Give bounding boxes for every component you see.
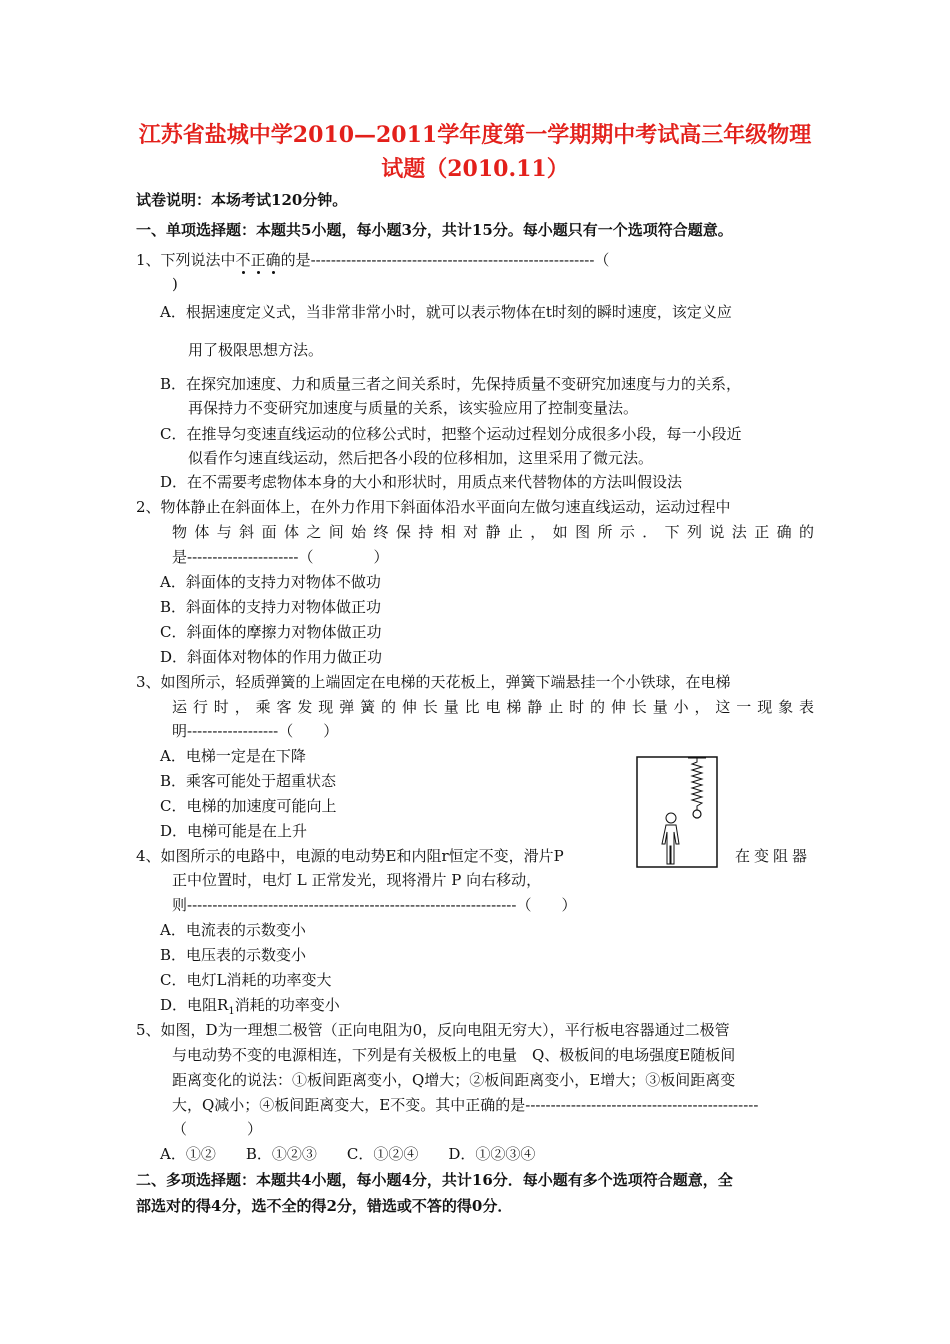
q2-option-d: D．斜面体对物体的作用力做正功 bbox=[160, 648, 383, 666]
exam-title-line-1: 江苏省盐城中学2010—2011学年度第一学期期中考试高三年级物理 bbox=[138, 122, 812, 148]
q4-option-a: A．电流表的示数变小 bbox=[160, 921, 306, 939]
q4-option-d-suffix: 消耗的功率变小 bbox=[234, 996, 340, 1014]
q3-option-a: A．电梯一定是在下降 bbox=[160, 747, 306, 765]
question-2-stem-cont: 物体与斜面体之间始终保持相对静止，如图所示．下列说法正确的 bbox=[172, 523, 814, 541]
question-3-stem-cont: 运行时，乘客发现弹簧的伸长量比电梯静止时的伸长量小，这一现象表 bbox=[172, 698, 814, 716]
section-2-heading: 二、多项选择题：本题共4小题，每小题4分，共计16分．每小题有多个选项符合题意，全 bbox=[136, 1171, 733, 1189]
q4-option-c: C．电灯L消耗的功率变大 bbox=[160, 971, 332, 989]
emphasis-mark: 不 bbox=[235, 251, 251, 269]
question-5-stem-end: （ ） bbox=[172, 1120, 263, 1138]
question-5-stem: 5、如图，D为一理想二极管（正向电阻为0，反向电阻无穷大），平行板电容器通过二极管 bbox=[136, 1021, 730, 1039]
q1-option-d: D．在不需要考虑物体本身的大小和形状时，用质点来代替物体的方法叫假设法 bbox=[160, 473, 683, 491]
q1-option-b-cont: 再保持力不变研究加速度与质量的关系，该实验应用了控制变量法。 bbox=[188, 399, 639, 417]
question-5-stem-cont-2: 距离变化的说法：①板间距离变小，Q增大；②板间距离变小，E增大；③板间距离变 bbox=[172, 1071, 736, 1089]
iron-ball bbox=[693, 810, 701, 818]
emphasis-mark: 正 bbox=[250, 251, 266, 269]
exam-title-line-2: 试题（2010.11） bbox=[381, 156, 569, 182]
q1-option-c: C．在推导匀变速直线运动的位移公式时，把整个运动过程划分成很多小段，每一小段近 bbox=[160, 425, 742, 443]
q1-option-c-cont: 似看作匀速直线运动，然后把各小段的位移相加，这里采用了微元法。 bbox=[188, 449, 654, 467]
section-1-heading: 一、单项选择题：本题共5小题，每小题3分，共计15分。每小题只有一个选项符合题意。 bbox=[136, 221, 733, 239]
q2-option-a: A．斜面体的支持力对物体不做功 bbox=[160, 573, 381, 591]
question-1-stem bbox=[136, 250, 609, 270]
q1-option-a-cont: 用了极限思想方法。 bbox=[188, 341, 324, 359]
question-3-stem: 3、如图所示，轻质弹簧的上端固定在电梯的天花板上，弹簧下端悬挂一个小铁球，在电梯 bbox=[136, 673, 731, 691]
elevator-car-outline bbox=[637, 757, 717, 867]
q2-option-b: B．斜面体的支持力对物体做正功 bbox=[160, 598, 382, 616]
question-5-stem-cont-1: 与电动势不变的电源相连，下列是有关极板上的电量 Q、极板间的电场强度E随板间 bbox=[172, 1046, 736, 1064]
q3-option-c: C．电梯的加速度可能向上 bbox=[160, 797, 337, 815]
section-2-heading-cont: 部选对的得4分，选不全的得2分，错选或不答的得0分． bbox=[136, 1197, 513, 1215]
q1-option-b: B．在探究加速度、力和质量三者之间关系时，先保持质量不变研究加速度与力的关系， bbox=[160, 375, 742, 393]
passenger bbox=[662, 813, 679, 864]
question-2-stem: 2、物体静止在斜面体上，在外力作用下斜面体沿水平面向左做匀速直线运动，运动过程中 bbox=[136, 498, 731, 516]
q3-option-b: B．乘客可能处于超重状态 bbox=[160, 772, 337, 790]
question-3-stem-end: 明------------------（ ） bbox=[172, 722, 339, 740]
q4-option-b: B．电压表的示数变小 bbox=[160, 946, 307, 964]
q5-options: A．①② B．①②③ C．①②④ D．①②③④ bbox=[160, 1145, 536, 1163]
q4-option-d-prefix: D．电阻R bbox=[160, 996, 229, 1014]
question-4-stem-cont: 正中位置时，电灯 L 正常发光，现将滑片 P 向右移动， bbox=[172, 871, 542, 889]
question-1-paren: ) bbox=[172, 275, 178, 293]
q4-option-d-subscript: 1 bbox=[228, 1006, 235, 1017]
question-1-prefix: 1、下列说法中 bbox=[136, 251, 236, 269]
question-5-stem-cont-3: 大，Q减小；④板间距离变大，E不变。其中正确的是---------------------------------------------- bbox=[172, 1096, 759, 1114]
question-2-stem-end: 是----------------------（ ） bbox=[172, 548, 389, 566]
q4-option-d bbox=[160, 995, 340, 1022]
question-4-stem-end: 则-----------------------------------------------------------------（ ） bbox=[172, 896, 577, 914]
spring bbox=[692, 758, 702, 810]
emphasis-mark: 确 bbox=[265, 251, 281, 269]
question-4-stem-tail: 在变阻器 bbox=[735, 847, 812, 865]
exam-note: 试卷说明：本场考试120分钟。 bbox=[136, 191, 348, 209]
q2-option-c: C．斜面体的摩擦力对物体做正功 bbox=[160, 623, 382, 641]
elevator-spring-figure bbox=[636, 756, 718, 868]
question-1-suffix: 的是--------------------------------------------------------（ bbox=[280, 251, 610, 269]
q1-option-a: A．根据速度定义式，当非常非常小时，就可以表示物体在t时刻的瞬时速度，该定义应 bbox=[160, 303, 732, 321]
question-4-stem: 4、如图所示的电路中，电源的电动势E和内阻r恒定不变，滑片P bbox=[136, 847, 564, 865]
q3-option-d: D．电梯可能是在上升 bbox=[160, 822, 308, 840]
